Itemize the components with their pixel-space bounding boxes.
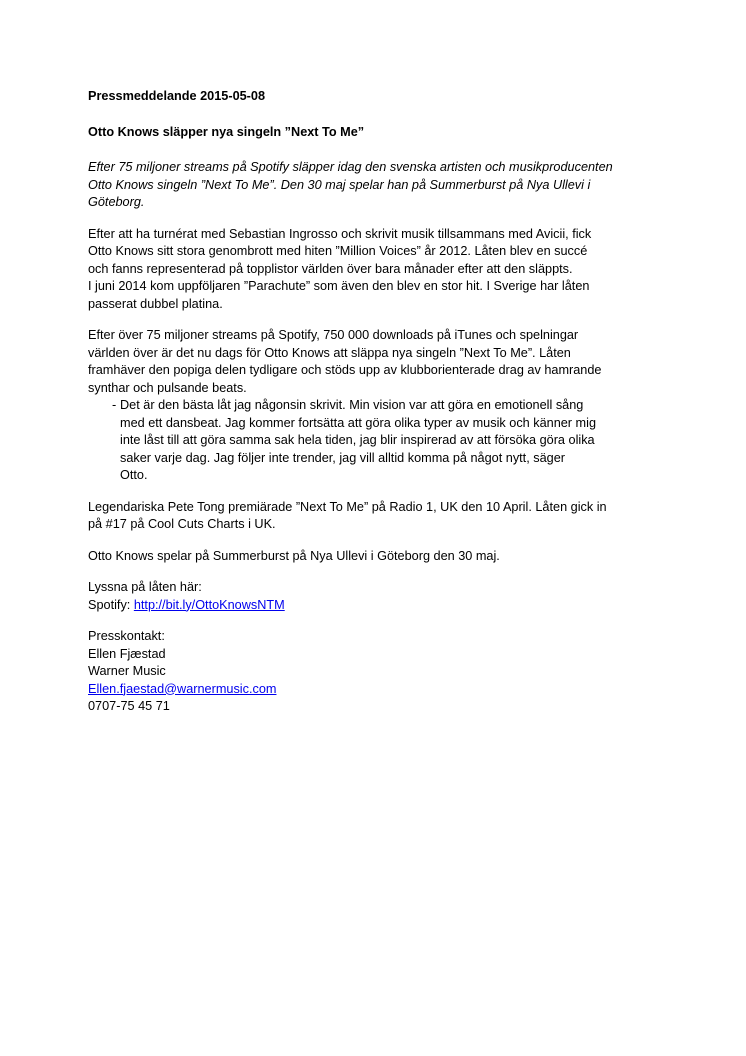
listen-section xyxy=(88,579,663,614)
spotify-line xyxy=(88,597,663,615)
spotify-link[interactable]: http://bit.ly/OttoKnowsNTM xyxy=(133,597,285,612)
quote-text: Det är den bästa låt jag någonsin skrivit. Min vision var att göra en emotionell sång med ett dansbeat. Jag kommer fortsätta att göra olika typer av musik och känner mig inte låst till att göra samma sak hela tiden, jag blir inspirerad av att försöka göra olika saker varje dag. Jag följer inte trender, jag vill alltid komma på något nytt, säger Otto. xyxy=(120,398,597,482)
contact-label: Presskontakt: xyxy=(88,629,165,643)
contact-phone: 0707-75 45 71 xyxy=(88,699,170,713)
lead-paragraph: Efter 75 miljoner streams på Spotify släpper idag den svenska artisten och musikproducenten Otto Knows singeln ”Next To Me”. Den 30 maj spelar han på Summerburst på Nya Ullevi i Göteborg. xyxy=(88,160,613,209)
spotify-prefix: Spotify: xyxy=(88,597,134,612)
press-contact-section xyxy=(88,628,663,716)
contact-company: Warner Music xyxy=(88,664,166,678)
body-paragraph-3: Legendariska Pete Tong premiärade ”Next To Me” på Radio 1, UK den 10 April. Låten gick in på #17 på Cool Cuts Charts i UK. xyxy=(88,499,607,531)
contact-email-link[interactable]: Ellen.fjaestad@warnermusic.com xyxy=(88,681,277,696)
contact-name: Ellen Fjæstad xyxy=(88,646,166,661)
bullet-dash: - xyxy=(112,398,117,412)
press-release-title: Otto Knows släpper nya singeln ”Next To Me” xyxy=(88,124,365,139)
body-paragraph-2: Efter över 75 miljoner streams på Spotify, 750 000 downloads på iTunes och spelningar världen över är det nu dags för Otto Knows att släppa nya singeln ”Next To Me”. Låten framhäver den popiga delen tydligare och stöds upp av klubborienterade drag av hamrande synthar och pulsande beats. xyxy=(88,328,602,395)
press-release-date: Pressmeddelande 2015-05-08 xyxy=(88,89,266,103)
quote-list-item xyxy=(88,397,663,485)
listen-label: Lyssna på låten här: xyxy=(88,580,202,594)
body-paragraph-1: Efter att ha turnérat med Sebastian Ingrosso och skrivit musik tillsammans med Avicii, fick Otto Knows sitt stora genombrott med hiten ”Million Voices” år 2012. Låten blev en succé och fanns representerad på topplistor världen över bara månader efter att den släppts. I juni 2014 kom uppföljaren ”Parachute” som även den blev en stor hit. I Sverige har låten passerat dubbel platina. xyxy=(88,226,592,311)
body-paragraph-4: Otto Knows spelar på Summerburst på Nya Ullevi i Göteborg den 30 maj. xyxy=(88,548,500,563)
document-body xyxy=(88,88,663,730)
